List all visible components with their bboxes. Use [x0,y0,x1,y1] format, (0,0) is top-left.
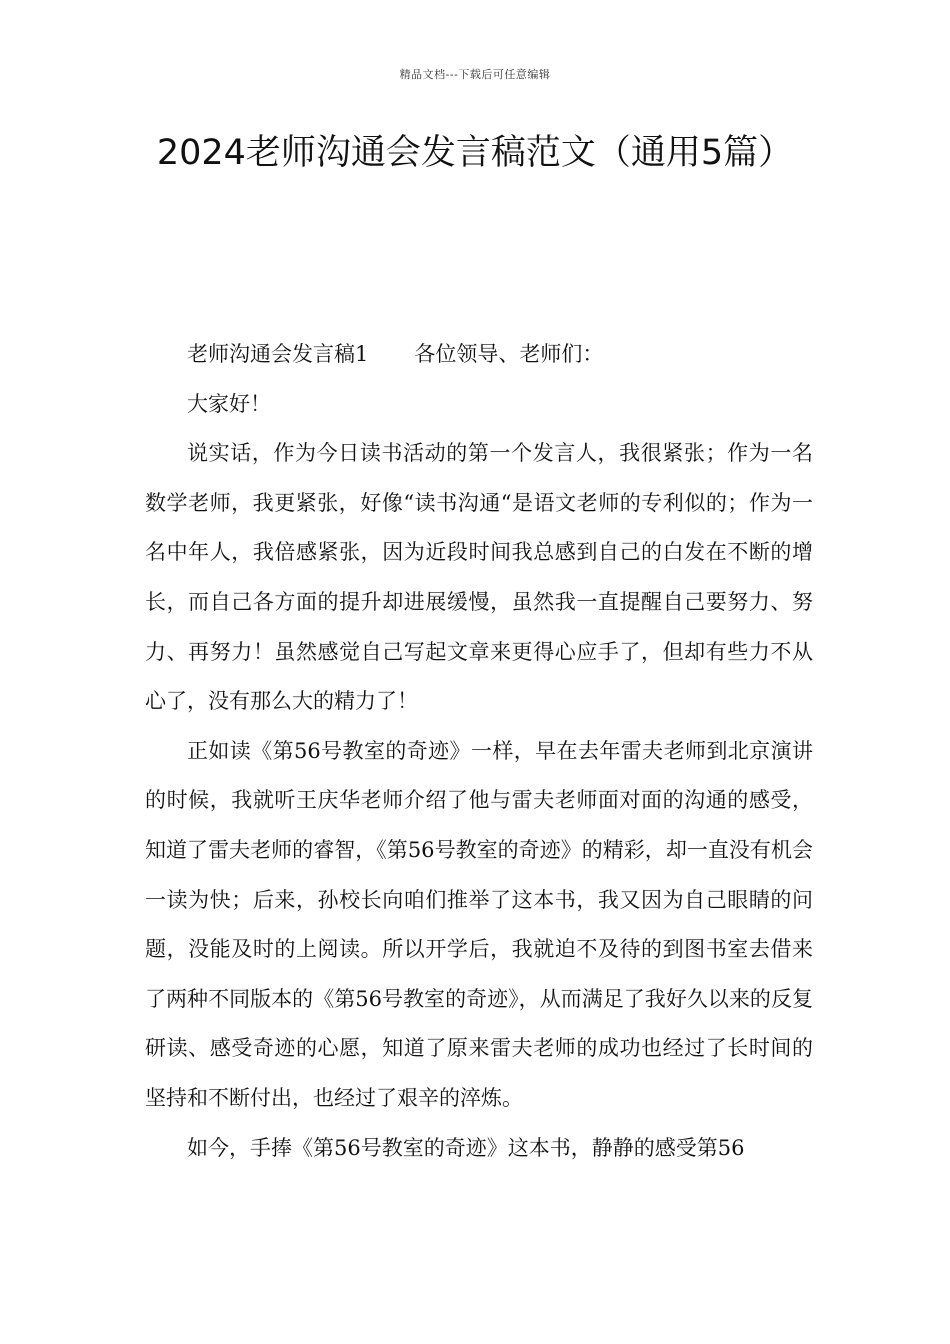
paragraph-3: 如今，手捧《第56号教室的奇迹》这本书，静静的感受第56 [187,1135,745,1160]
section-label: 老师沟通会发言稿1 [187,342,369,366]
header-note: 精品文档---下载后可任意编辑 [399,68,551,81]
paragraph-greeting: 大家好！ [187,391,271,416]
paragraph-1: 说实话，作为今日读书活动的第一个发言人，我很紧张；作为一名数学老师，我更紧张，好像“读书沟通“是语文老师的专利似的；作为一名中年人，我倍感紧张，因为近段时间我总感到自己的白发在不断的增长，而自己各方面的提升却进展缓慢，虽然我一直提醒自己要努力、努力、再努力！虽然感觉自己写起文章来更得心应手了，但却有些力不从心了，没有那么大的精力了！ [145,441,813,714]
document-body [145,330,813,1173]
opening-line [145,330,813,380]
paragraph-2: 正如读《第56号教室的奇迹》一样，早在去年雷夫老师到北京演讲的时候，我就听王庆华老师介绍了他与雷夫老师面对面的沟通的感受，知道了雷夫老师的睿智，《第56号教室的奇迹》的精彩，却一直没有机会一读为快；后来，孙校长向咱们推举了这本书，我又因为自己眼睛的问题，没能及时的上阅读。所以开学后，我就迫不及待的到图书室去借来了两种不同版本的《第56号教室的奇迹》，从而满足了我好久以来的反复研读、感受奇迹的心愿，知道了原来雷夫老师的成功也经过了长时间的坚持和不断付出，也经过了艰辛的淬炼。 [145,738,813,1110]
document-title: 2024老师沟通会发言稿范文（通用5篇） [156,133,794,173]
salutation: 各位领导、老师们： [414,342,604,366]
